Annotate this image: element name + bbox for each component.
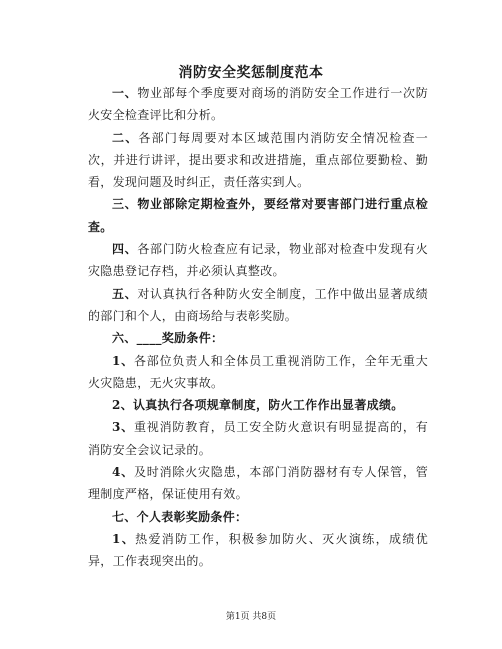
paragraph-number: 七、 [112,509,137,524]
paragraph-text: ____奖励条件： [136,331,224,346]
paragraph [88,327,428,349]
paragraph-number: 1、 [112,531,136,546]
paragraph-text: 各部位负责人和全体员工重视消防工作，全年无重大火灾隐患，无火灾事故。 [88,353,428,390]
paragraph [88,350,428,395]
paragraph [88,528,428,573]
paragraph [88,394,428,416]
paragraph-number: 二、 [112,130,139,145]
paragraph-text: 物业部除定期检查外，要经常对要害部门进行重点检查。 [88,197,428,234]
paragraph [88,416,428,461]
paragraph-text: 个人表彰奖励条件： [136,509,248,524]
paragraph-text: 各部门每周要对本区域范围内消防安全情况检查一次，并进行讲评，提出要求和改进措施，重点部位要勤检、勤看，发现问题及时纠正，责任落实到人。 [88,130,428,190]
paragraph-number: 三、 [112,197,138,212]
paragraph-number: 3、 [112,420,134,435]
paragraph-text: 及时消除火灾隐患，本部门消防器材有专人保管，管理制度严格，保证使用有效。 [88,465,428,502]
paragraph-number: 4、 [112,465,134,480]
paragraph-number: 2、 [112,398,133,413]
paragraph-number: 1、 [112,353,134,368]
paragraph [88,127,428,194]
document-body [88,82,428,573]
paragraph [88,82,428,127]
paragraph [88,461,428,506]
paragraph-text: 认真执行各项规章制度，防火工作作出显著成绩。 [132,398,404,413]
paragraph-text: 热爱消防工作，积极参加防火、灭火演练，成绩优异，工作表现突出的。 [88,531,428,569]
paragraph [88,238,428,283]
paragraph [88,283,428,328]
paragraph-number: 五、 [112,286,138,301]
paragraph-number: 六、 [112,331,137,346]
paragraph-text: 物业部每个季度要对商场的消防安全工作进行一次防火安全检查评比和分析。 [88,86,428,123]
document-title: 消防安全奖惩制度范本 [178,65,324,81]
paragraph-number: 四、 [112,242,138,257]
paragraph [88,506,428,528]
paragraph-number: 一、 [112,86,138,100]
paragraph-text: 对认真执行各种防火安全制度，工作中做出显著成绩的部门和个人，由商场给与表彰奖励。 [88,286,428,323]
paragraph-text: 各部门防火检查应有记录，物业部对检查中发现有火灾隐患登记存档，并必须认真整改。 [88,242,428,279]
page-footer: 第1页 共8页 [225,612,277,622]
paragraph [88,193,428,238]
paragraph-text: 重视消防教育，员工安全防火意识有明显提高的，有消防安全会议记录的。 [88,420,428,457]
